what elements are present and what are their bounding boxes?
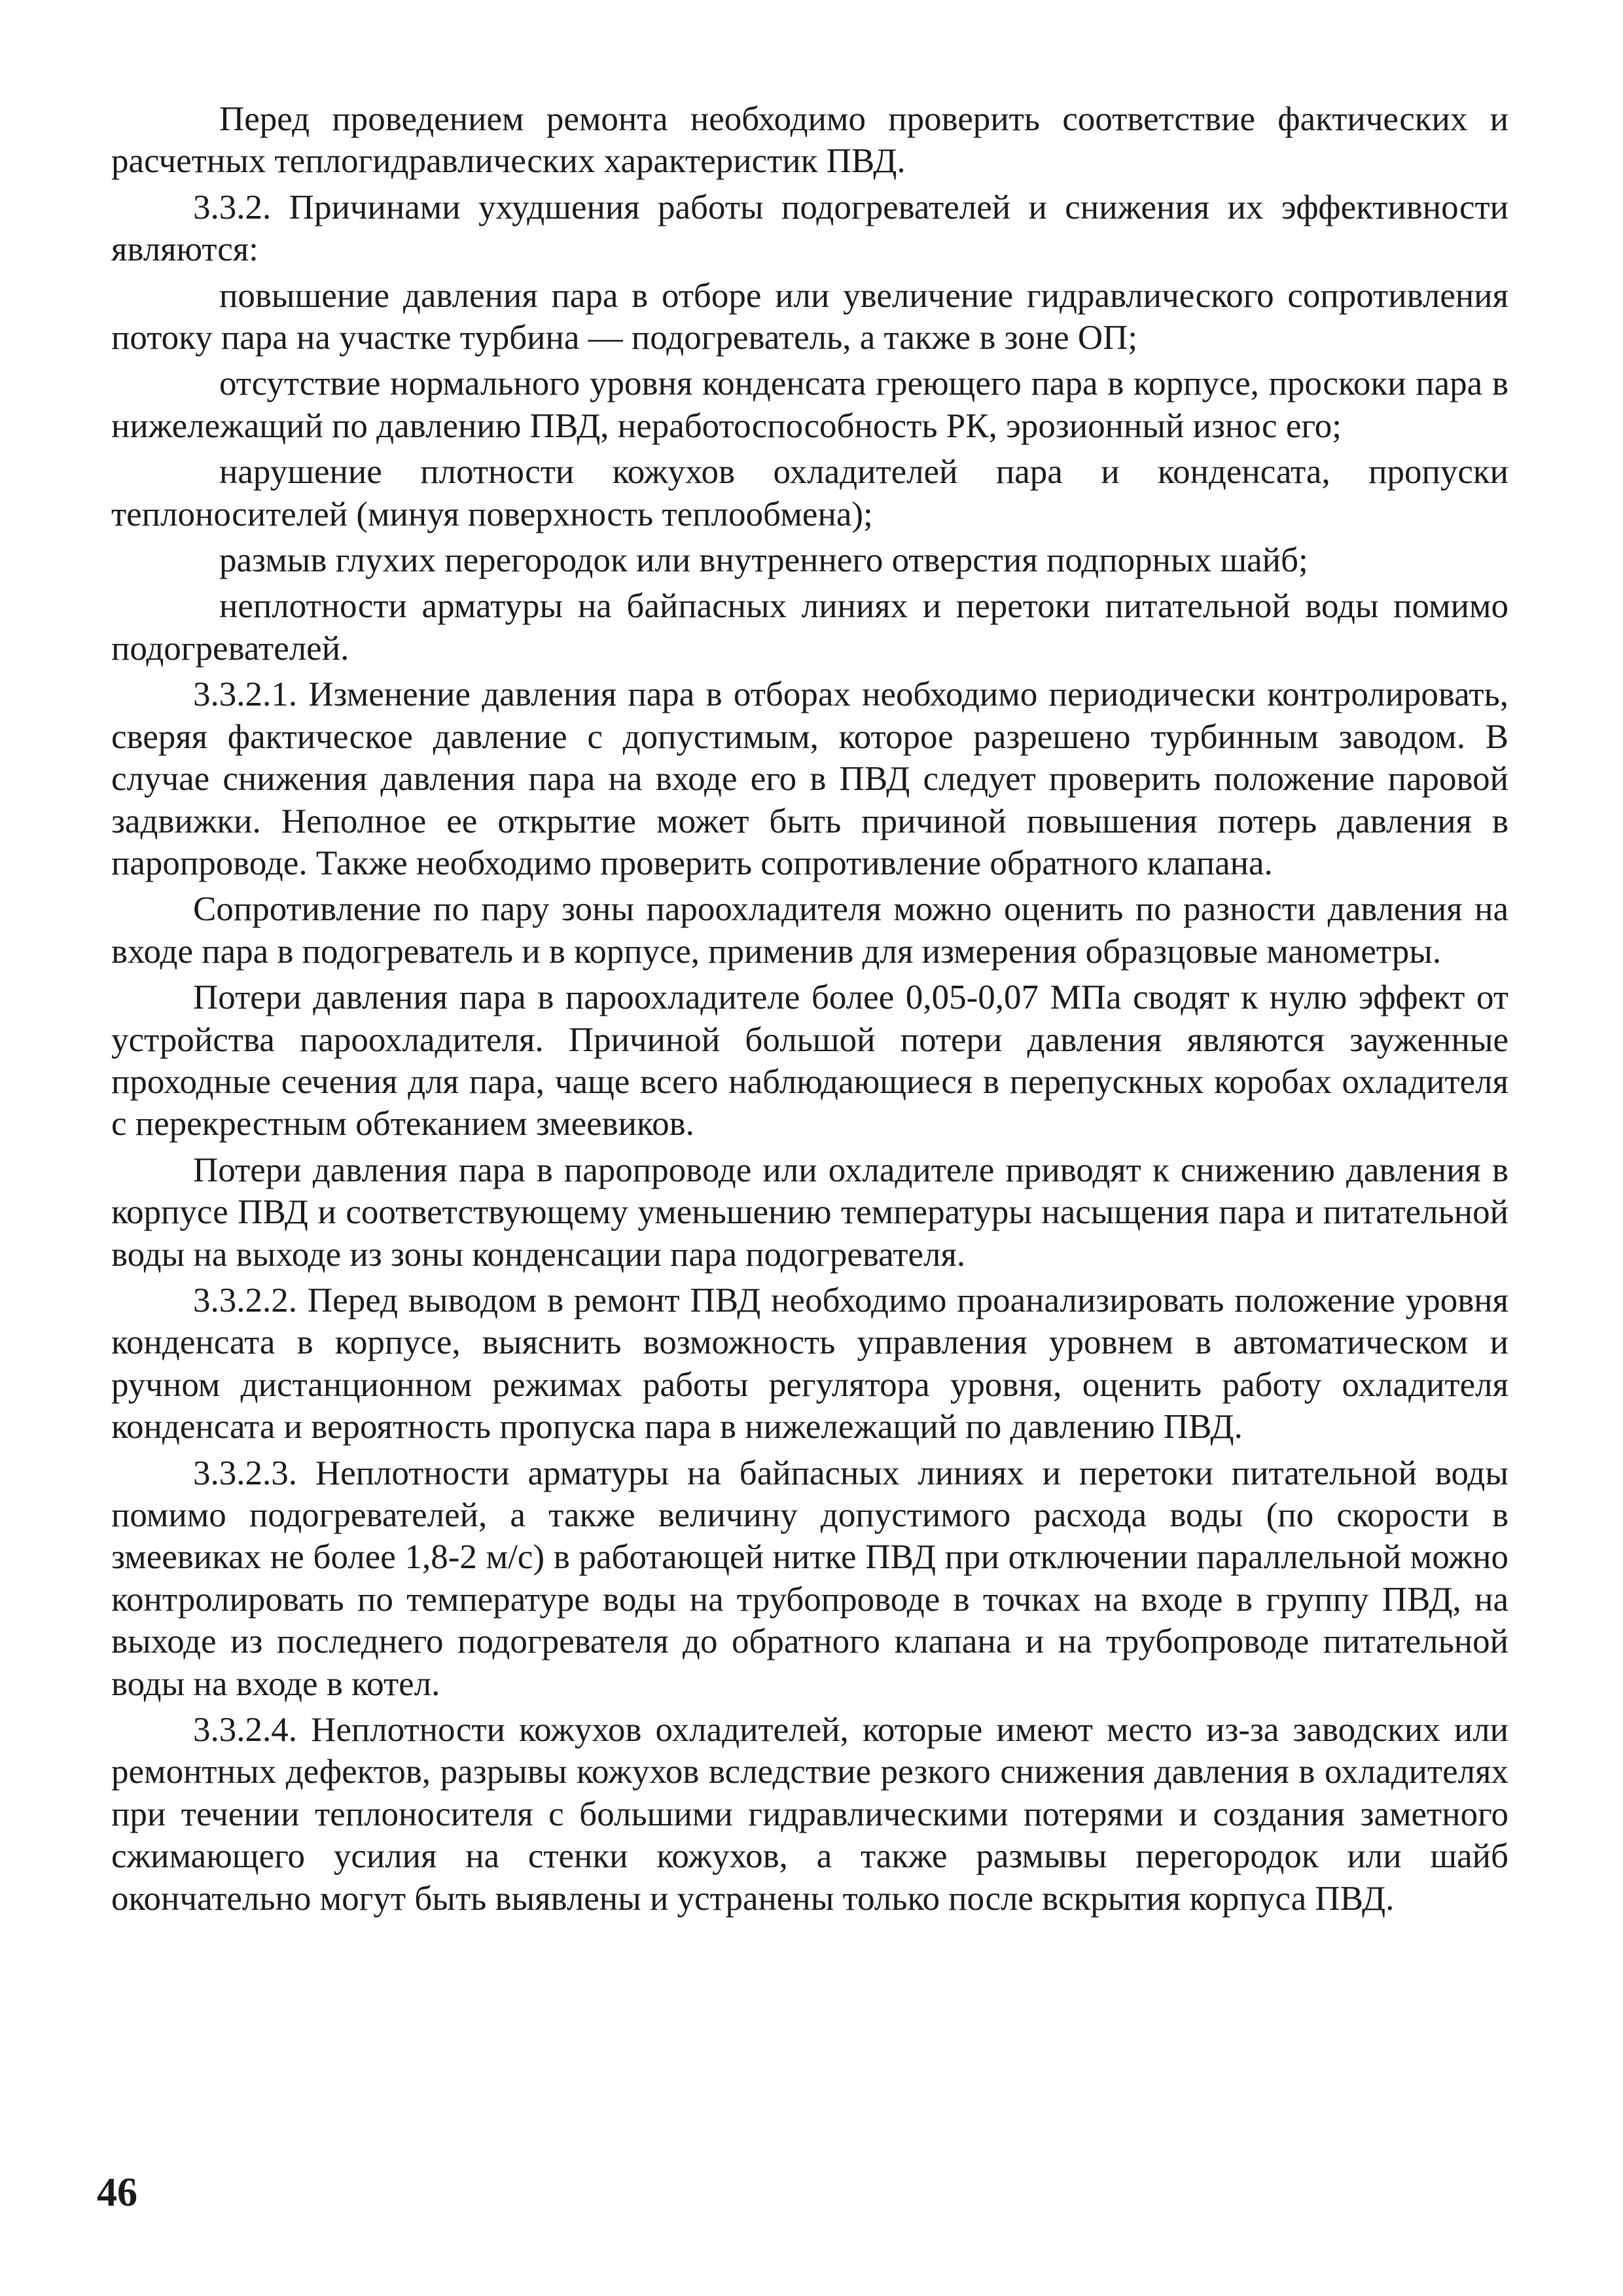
list-item-bypass-leaks: неплотности арматуры на байпасных линиях и перетоки питательной воды помимо подогревателей.	[111, 587, 1508, 668]
paragraph-3-3-2-3: 3.3.2.3. Неплотности арматуры на байпасных линиях и перетоки питательной воды помимо подогревателей, а также величину допустимого расхода воды (по скорости в змеевиках не более 1,8-2 м/с) в работающей нитке ПВД при отключении параллельной можно контролировать по температуре воды на трубопроводе в точках на входе в группу ПВД, на выходе из последнего подогревателя до обратного клапана и на трубопроводе питательной воды на входе в котел.	[111, 1454, 1508, 1703]
paragraph-3-3-2-4: 3.3.2.4. Неплотности кожухов охладителей, которые имеют место из-за заводских или ремонтных дефектов, разрывы кожухов вследствие резкого снижения давления в охладителях при течении теплоносителя с большими гидравлическими потерями и создания заметного сжимающего усилия на стенки кожухов, а также размывы перегородок или шайб окончательно могут быть выявлены и устранены только после вскрытия корпуса ПВД.	[111, 1711, 1508, 1918]
list-item-casing-density: нарушение плотности кожухов охладителей пара и конденсата, пропуски теплоносителей (минуя поверхность теплообмена);	[111, 453, 1508, 533]
paragraph-pressure-losses: Потери давления пара в пароохладителе более 0,05-0,07 МПа сводят к нулю эффект от устройства пароохладителя. Причиной большой потери давления являются зауженные проходные сечения для пара, чаще всего наблюдающиеся в перепускных коробах охладителя с перекрестным обтеканием змеевиков.	[111, 978, 1508, 1143]
paragraph-3-3-2: 3.3.2. Причинами ухудшения работы подогревателей и снижения их эффективности являются:	[111, 188, 1508, 269]
paragraph-3-3-2-1: 3.3.2.1. Изменение давления пара в отборах необходимо периодически контролировать, сверяя фактическое давление с допустимым, которое разрешено турбинным заводом. В случае снижения давления пара на входе его в ПВД следует проверить положение паровой задвижки. Неполное ее открытие может быть причиной повышения потерь давления в паропроводе. Также необходимо проверить сопротивление обратного клапана.	[111, 675, 1508, 882]
paragraph-pipeline-losses: Потери давления пара в паропроводе или охладителе приводят к снижению давления в корпусе ПВД и соответствующему уменьшению температуры насыщения пара и питательной воды на выходе из зоны конденсации пара подогревателя.	[111, 1151, 1508, 1274]
page-number: 46	[97, 2170, 137, 2215]
list-item-partition-washout: размыв глухих перегородок или внутреннего отверстия подпорных шайб;	[219, 541, 1308, 580]
paragraph-3-3-2-2: 3.3.2.2. Перед выводом в ремонт ПВД необходимо проанализировать положение уровня конденсата в корпусе, выяснить возможность управления уровнем в автоматическом и ручном дистанционном режимах работы регулятора уровня, оценить работу охладителя конденсата и вероятность пропуска пара в нижележащий по давлению ПВД.	[111, 1281, 1508, 1446]
list-item-condensate-level: отсутствие нормального уровня конденсата греющего пара в корпусе, проскоки пара в нижележащий по давлению ПВД, неработоспособность РК, эрозионный износ его;	[111, 365, 1508, 445]
document-body	[111, 98, 1508, 1924]
list-item-pressure-increase: повышение давления пара в отборе или увеличение гидравлического сопротивления потоку пара на участке турбина — подогреватель, а также в зоне ОП;	[111, 276, 1508, 357]
paragraph-desuperheater-resistance: Сопротивление по пару зоны пароохладителя можно оценить по разности давления на входе пара в подогреватель и в корпусе, применив для измерения образцовые манометры.	[111, 890, 1508, 971]
paragraph-intro: Перед проведением ремонта необходимо проверить соответствие фактических и расчетных теплогидравлических характеристик ПВД.	[111, 100, 1508, 181]
